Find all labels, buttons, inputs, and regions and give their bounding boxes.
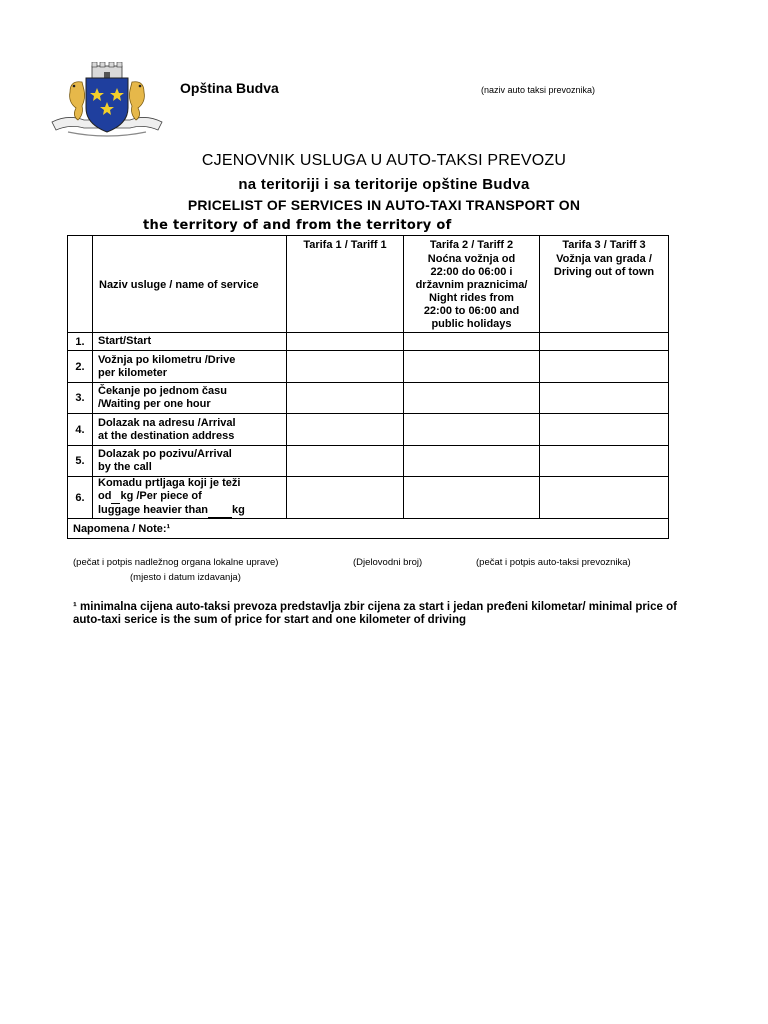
tariff-3-cell[interactable] bbox=[540, 383, 669, 414]
tariff-2-cell[interactable] bbox=[404, 383, 540, 414]
footnote: ¹ minimalna cijena auto-taksi prevoza predstavlja zbir cijena za start i jedan pređeni kilometar/ minimal price of auto-taxi serice is the sum of price for start and one kilometer of driving bbox=[73, 601, 677, 626]
tariff-2-cell[interactable] bbox=[404, 333, 540, 351]
row-number: 5. bbox=[68, 446, 93, 477]
row-number: 4. bbox=[68, 414, 93, 446]
row-number: 1. bbox=[68, 333, 93, 351]
budva-coat-of-arms-logo bbox=[48, 62, 166, 138]
table-row bbox=[68, 414, 669, 446]
table-header-row bbox=[68, 236, 669, 333]
service-header: Naziv usluge / name of service bbox=[93, 236, 287, 333]
tariff-2-header: Tarifa 2 / Tariff 2 Noćna vožnja od 22:00 do 06:00 i državnim praznicima/ Night rides from 22:00 to 06:00 and public holidays bbox=[404, 236, 540, 333]
tariff-3-cell[interactable] bbox=[540, 477, 669, 519]
service-name: Čekanje po jednom času /Waiting per one hour bbox=[93, 383, 287, 414]
table-row bbox=[68, 351, 669, 383]
tariff-1-cell[interactable] bbox=[287, 383, 404, 414]
service-name: Vožnja po kilometru /Drive per kilometer bbox=[93, 351, 287, 383]
note-cell: Napomena / Note:¹ bbox=[68, 519, 669, 539]
table-row bbox=[68, 477, 669, 519]
title-line-2: na teritoriji i sa teritorije opštine Budva bbox=[238, 176, 530, 193]
tariff-1-cell[interactable] bbox=[287, 446, 404, 477]
title-line-4: the territory of and from the territory of bbox=[143, 218, 452, 233]
tariff-3-cell[interactable] bbox=[540, 351, 669, 383]
number-header bbox=[68, 236, 93, 333]
title-line-1: CJENOVNIK USLUGA U AUTO-TAKSI PREVOZU bbox=[201, 152, 567, 169]
local-authority-seal-label: (pečat i potpis nadležnog organa lokalne uprave) bbox=[73, 557, 279, 568]
file-number-label: (Djelovodni broj) bbox=[353, 557, 423, 568]
tariff-1-cell[interactable] bbox=[287, 477, 404, 519]
service-name: Dolazak na adresu /Arrival at the destination address bbox=[93, 414, 287, 446]
tariff-1-cell[interactable] bbox=[287, 414, 404, 446]
tariff-2-cell[interactable] bbox=[404, 477, 540, 519]
table-row bbox=[68, 446, 669, 477]
tariff-3-header: Tarifa 3 / Tariff 3 Vožnja van grada / Driving out of town bbox=[540, 236, 669, 333]
row-number: 2. bbox=[68, 351, 93, 383]
tariff-1-cell[interactable] bbox=[287, 333, 404, 351]
tariff-3-cell[interactable] bbox=[540, 333, 669, 351]
tariff-1-cell[interactable] bbox=[287, 351, 404, 383]
price-table bbox=[67, 235, 669, 539]
table-row bbox=[68, 333, 669, 351]
row-number: 3. bbox=[68, 383, 93, 414]
service-name: Dolazak po pozivu/Arrival by the call bbox=[93, 446, 287, 477]
carrier-seal-label: (pečat i potpis auto-taksi prevoznika) bbox=[476, 557, 631, 568]
municipality-name: Opština Budva bbox=[180, 80, 279, 96]
row-number: 6. bbox=[68, 477, 93, 519]
tariff-1-header: Tarifa 1 / Tariff 1 bbox=[287, 236, 404, 333]
title-line-3: PRICELIST OF SERVICES IN AUTO-TAXI TRANSPORT ON bbox=[187, 197, 581, 213]
service-name: Komadu prtljaga koji je teži od kg /Per piece of luggage heavier than kg bbox=[93, 477, 287, 519]
note-row bbox=[68, 519, 669, 539]
service-name: Start/Start bbox=[93, 333, 287, 351]
table-row bbox=[68, 383, 669, 414]
tariff-3-cell[interactable] bbox=[540, 446, 669, 477]
carrier-name-placeholder: (naziv auto taksi prevoznika) bbox=[481, 85, 596, 95]
tariff-3-cell[interactable] bbox=[540, 414, 669, 446]
tariff-2-cell[interactable] bbox=[404, 414, 540, 446]
place-date-label: (mjesto i datum izdavanja) bbox=[130, 572, 241, 583]
tariff-2-cell[interactable] bbox=[404, 446, 540, 477]
tariff-2-cell[interactable] bbox=[404, 351, 540, 383]
